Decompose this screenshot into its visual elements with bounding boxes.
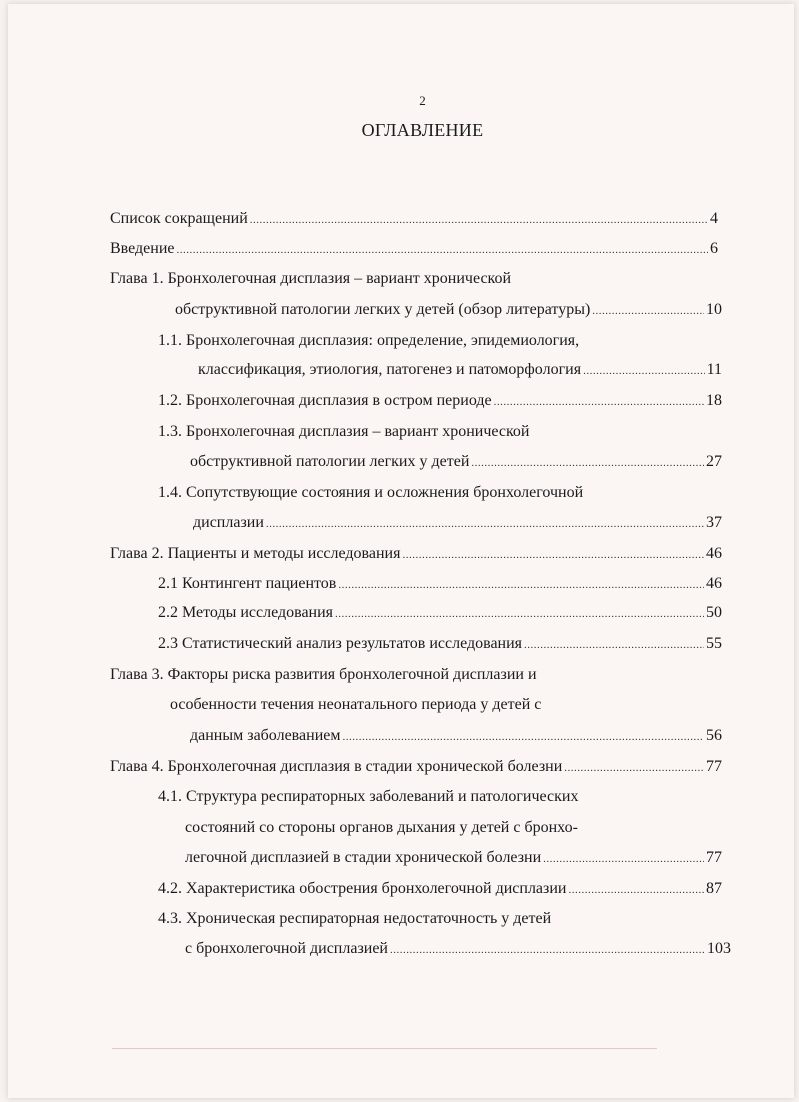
toc-entry: [158, 786, 578, 808]
toc-entry: [158, 573, 722, 595]
toc-entry: [158, 878, 722, 900]
toc-entry-title: обструктивной патологии легких у детей: [190, 453, 470, 470]
toc-entry-title: дисплазии: [193, 514, 264, 531]
toc-entry-title: 2.1 Контингент пациентов: [158, 575, 337, 592]
toc-entry-page: 6: [710, 240, 718, 257]
toc-entry: [193, 512, 722, 534]
dot-leader: [583, 360, 705, 382]
dot-leader: [266, 513, 704, 535]
toc-entry-title: Глава 2. Пациенты и методы исследования: [110, 545, 401, 562]
toc-entry: [198, 359, 722, 381]
toc-entry-page: 27: [706, 453, 722, 470]
toc-entry-title: 1.4. Сопутствующие состояния и осложнения бронхолегочной: [158, 484, 584, 501]
toc-entry: [158, 390, 722, 412]
toc-entry-page: 18: [706, 392, 722, 409]
dot-leader: [494, 391, 704, 413]
toc-entry-title: 4.1. Структура респираторных заболеваний и патологических: [158, 788, 579, 805]
toc-entry-page: 37: [706, 514, 722, 531]
toc-entry-page: 50: [706, 604, 722, 621]
toc-entry-title: особенности течения неонатального периода у детей с: [170, 696, 542, 713]
toc-entry: [190, 451, 722, 473]
dot-leader: [543, 848, 704, 870]
toc-entry-title: 1.2. Бронхолегочная дисплазия в остром периоде: [158, 392, 492, 409]
dot-leader: [592, 300, 704, 322]
toc-entry: [158, 421, 530, 443]
toc-entry-title: 4.3. Хроническая респираторная недостаточность у детей: [158, 910, 552, 927]
toc-entry-page: 87: [706, 880, 722, 897]
dot-leader: [402, 544, 704, 566]
toc-entry-title: 4.2. Характеристика обострения бронхолегочной дисплазии: [158, 880, 567, 897]
dot-leader: [177, 239, 709, 261]
toc-entry-title: Глава 1. Бронхолегочная дисплазия – вариант хронической: [110, 270, 512, 287]
toc-entry-title: 1.3. Бронхолегочная дисплазия – вариант хронической: [158, 423, 530, 440]
toc-entry: [158, 908, 551, 930]
toc-entry: [170, 694, 541, 716]
toc-entry-title: данным заболеванием: [190, 727, 341, 744]
dot-leader: [390, 939, 705, 961]
toc-entry-page: 77: [706, 849, 722, 866]
toc-entry: [190, 725, 722, 747]
toc-entry-page: 56: [706, 727, 722, 744]
toc-entry-title: классификация, этиология, патогенез и патоморфология: [198, 361, 582, 378]
dot-leader: [471, 452, 704, 474]
divider: [112, 1048, 657, 1049]
toc-entry-page: 11: [706, 361, 722, 378]
dot-leader: [335, 603, 704, 625]
toc-entry-page: 46: [706, 545, 722, 562]
toc-entry: [185, 847, 722, 869]
toc-entry-page: 77: [706, 758, 722, 775]
toc-entry-page: 46: [706, 575, 722, 592]
dot-leader: [342, 726, 704, 748]
page-number: 2: [419, 93, 426, 108]
toc-entry: [110, 208, 718, 230]
dot-leader: [568, 879, 704, 901]
toc-entry: [110, 756, 722, 778]
toc-entry-title: Введение: [110, 240, 175, 257]
toc-entry: [185, 938, 731, 960]
toc-entry-title: с бронхолегочной дисплазией: [185, 940, 388, 957]
toc-entry-title: 2.2 Методы исследования: [158, 604, 334, 621]
toc-entry: [110, 543, 722, 565]
toc-entry-page: 10: [706, 301, 722, 318]
toc-entry-title: Глава 4. Бронхолегочная дисплазия в стадии хронической болезни: [110, 758, 563, 775]
toc-entry: [158, 633, 722, 655]
toc-entry-page: 103: [707, 940, 731, 957]
toc-entry: [110, 268, 511, 290]
toc-entry-title: состояний со стороны органов дыхания у детей с бронхо-: [185, 819, 578, 836]
toc-entry: [175, 299, 722, 321]
toc-entry-page: 55: [706, 635, 722, 652]
toc-entry-title: Глава 3. Факторы риска развития бронхолегочной дисплазии и: [110, 666, 537, 683]
toc-entry: [158, 330, 579, 352]
toc-entry-title: легочной дисплазией в стадии хронической болезни: [185, 849, 542, 866]
toc-entry-title: 2.3 Статистический анализ результатов исследования: [158, 635, 523, 652]
page-title: ОГЛАВЛЕНИЕ: [361, 120, 484, 140]
toc-entry: [185, 817, 578, 839]
toc-entry-title: обструктивной патологии легких у детей (обзор литературы): [175, 301, 591, 318]
toc-entry-page: 4: [710, 210, 718, 227]
toc-entry: [110, 664, 537, 686]
toc-entry-title: 1.1. Бронхолегочная дисплазия: определение, эпидемиология,: [158, 332, 580, 349]
dot-leader: [338, 574, 704, 596]
toc-entry: [158, 602, 722, 624]
toc-entry: [110, 238, 718, 260]
dot-leader: [564, 757, 704, 779]
dot-leader: [524, 634, 704, 656]
toc-entry: [158, 482, 583, 504]
dot-leader: [250, 209, 708, 231]
toc-entry-title: Список сокращений: [110, 210, 248, 227]
